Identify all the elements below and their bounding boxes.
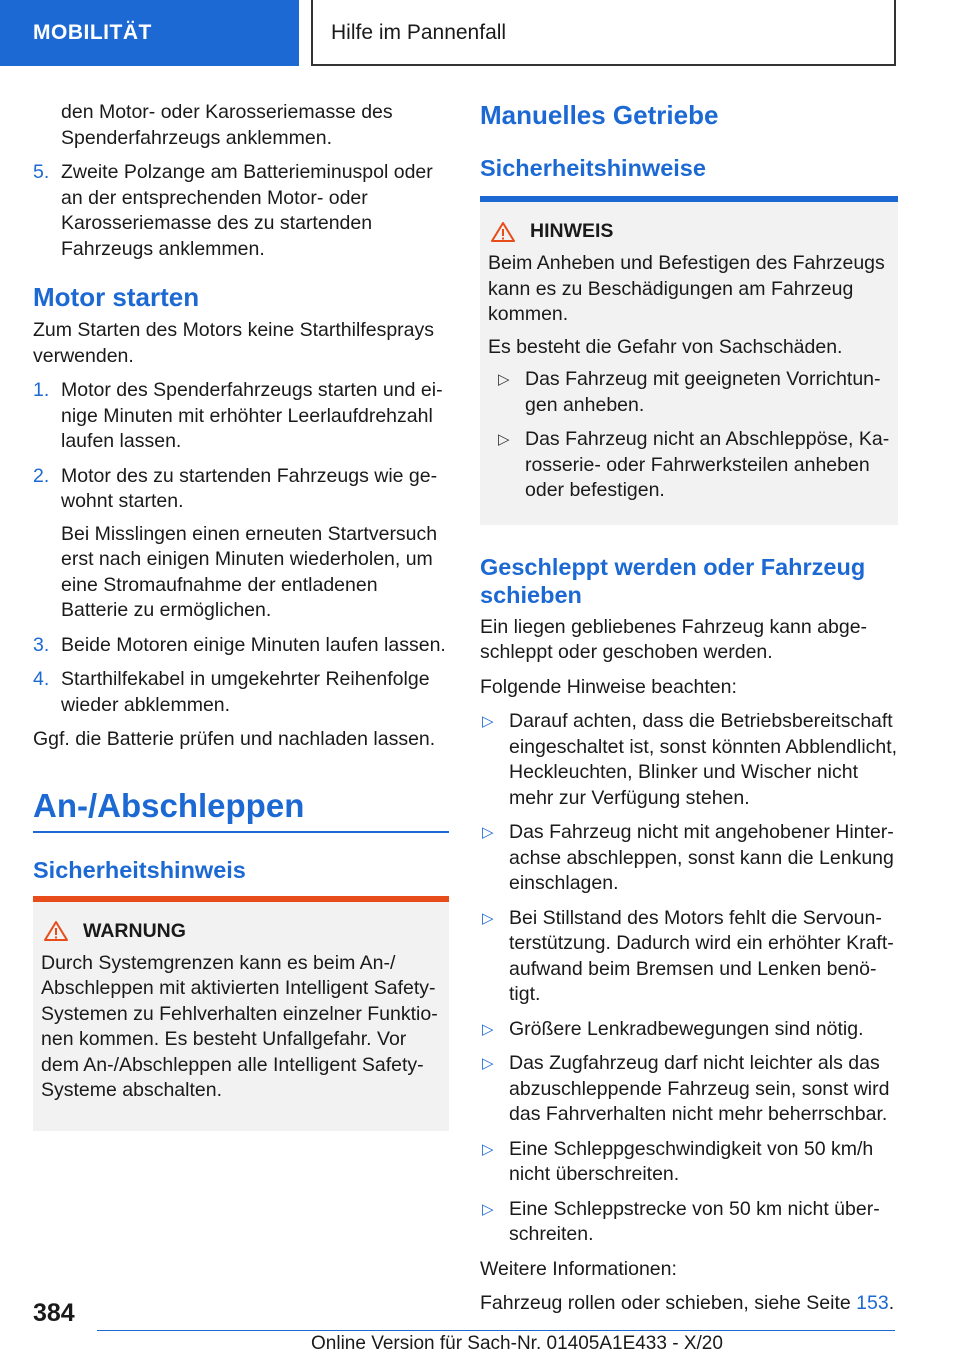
list-item [33,633,449,659]
towing-heading: An-/Abschleppen [33,786,305,824]
list-item [496,427,890,504]
page-link[interactable]: 153 [856,1292,889,1314]
list-item [480,820,898,897]
warning-box [33,896,449,1131]
triangle-bullet-icon: ▷ [498,431,510,448]
list-text: Das Fahrzeug nicht mit angehobener Hinterachse abschleppen, sonst kann die Lenkung einschlagen. [509,821,894,894]
list-text: Eine Schleppgeschwindigkeit von 50 km/h nicht überschreiten. [509,1137,874,1185]
list-item [33,378,449,455]
triangle-bullet-icon: ▷ [482,824,494,841]
more-info-label: Weitere Informationen: [480,1257,677,1280]
list-continuation: den Motor- oder Karosseriemasse des Spenderfahrzeugs anklemmen. [61,101,393,149]
list-text: Beide Motoren einige Minuten laufen lassen. [61,633,446,656]
right-column [480,100,898,1326]
list-text: Das Fahrzeug nicht an Abschleppöse, Karosserie- oder Fahrwerksteilen anheben oder befestigen. [525,428,890,501]
list-text: Motor des Spenderfahrzeugs starten und einige Minuten mit erhöhter Leerlaufdrehzahl laufen lassen. [61,379,443,452]
header-chapter: Hilfe im Pannenfall [311,0,896,66]
list-text: Motor des zu startenden Fahrzeugs wie gewohnt starten. [61,464,438,512]
triangle-bullet-icon: ▷ [482,1020,494,1038]
list-item [480,1137,898,1188]
triangle-bullet-icon: ▷ [498,371,510,388]
triangle-bullet-icon: ▷ [482,1200,494,1218]
towed-intro: Ein liegen gebliebenes Fahrzeug kann abgeschleppt oder geschoben werden. [480,615,868,663]
note-box [480,196,898,525]
towed-note: Folgende Hinweise beachten: [480,675,737,698]
warning-title [41,920,441,943]
triangle-bullet-icon: ▷ [482,1055,494,1072]
manual-gearbox-heading: Manuelles Getriebe [480,100,719,130]
list-item [480,1017,898,1043]
footer-rule [97,1330,895,1331]
header-section: MOBILITÄT [0,0,299,66]
list-text-extra: Bei Misslingen einen erneuten Startversuch erst nach einigen Minuten wiederholen, um eine Stromaufnahme der entladenen Batterie zu ermöglichen. [61,522,438,621]
note-text: Es besteht die Gefahr von Sachschäden. [488,335,843,358]
list-item [33,464,449,624]
page-reference [480,1291,898,1317]
list-text: Das Zugfahrzeug darf nicht leichter als das abzuschleppende Fahrzeug sein, sonst wird das Fahrverhalten nicht mehr beherrschbar. [509,1052,890,1125]
towed-heading: Geschleppt werden oder Fahrzeug schieben [480,553,866,608]
list-number: 2. [33,464,50,487]
list-text: Bei Stillstand des Motors fehlt die Servounterstützung. Dadurch wird ein erhöhter Kraftaufwand beim Bremsen und Lenken benötigt. [509,906,894,1005]
motor-start-intro: Zum Starten des Motors keine Starthilfesprays verwenden. [33,319,434,367]
list-item [480,1051,898,1128]
list-text: Eine Schleppstrecke von 50 km nicht überschreiten. [509,1197,880,1245]
list-number: 1. [33,379,50,401]
list-text: Starthilfekabel in umgekehrter Reihenfolge wieder abklemmen. [61,668,430,716]
safety-heading: Sicherheitshinweis [33,856,246,883]
heading-rule [33,831,449,833]
triangle-bullet-icon: ▷ [482,713,494,730]
list-item [33,160,449,262]
footer-text: Online Version für Sach-Nr. 01405A1E433 - X/20 [311,1333,723,1354]
list-text: Größere Lenkradbewegungen sind nötig. [509,1017,864,1040]
warning-icon [43,920,69,942]
warning-text: Durch Systemgrenzen kann es beim An-/ Abschleppen mit aktivierten Intelligent Safety-Systemen zu Fehlverhalten einzelner Funktionen kommen. Es besteht Unfallgefahr. Vor dem An-/Abschleppen alle Intelligent Safety-Systeme abschalten. [41,951,438,1101]
motor-start-heading: Motor starten [33,282,200,312]
list-text: Darauf achten, dass die Betriebsbereitschaft eingeschaltet ist, sonst könnten Abblendlicht, Heckleuchten, Blinker und Wischer nicht mehr zur Verfügung stehen. [509,710,898,809]
left-column [33,100,449,1131]
list-number: 3. [33,633,50,656]
page-number: 384 [33,1299,75,1327]
list-item [33,667,449,718]
list-number: 5. [33,161,50,183]
list-item [480,709,898,811]
reference-text: Fahrzeug rollen oder schieben, siehe Seite [480,1292,857,1314]
list-item [496,367,890,418]
list-text: Zweite Polzange am Batterieminuspol oder an der entsprechenden Motor- oder Karosseriemasse des zu startenden Fahrzeugs anklemmen. [61,161,433,260]
list-text: Das Fahrzeug mit geeigneten Vorrichtungen anheben. [525,368,881,416]
reference-end: . [888,1292,895,1314]
list-item [480,1197,898,1248]
note-label: HINWEIS [530,220,614,242]
caution-icon [490,221,516,243]
note-text: Beim Anheben und Befestigen des Fahrzeugs kann es zu Beschädigungen am Fahrzeug kommen. [488,252,885,325]
note-title [488,220,890,243]
list-item [480,906,898,1008]
safety-notes-heading: Sicherheitshinweise [480,155,706,181]
warning-label: WARNUNG [83,919,186,942]
list-number: 4. [33,668,50,690]
battery-note: Ggf. die Batterie prüfen und nachladen lassen. [33,728,436,750]
triangle-bullet-icon: ▷ [482,909,494,927]
triangle-bullet-icon: ▷ [482,1140,494,1158]
